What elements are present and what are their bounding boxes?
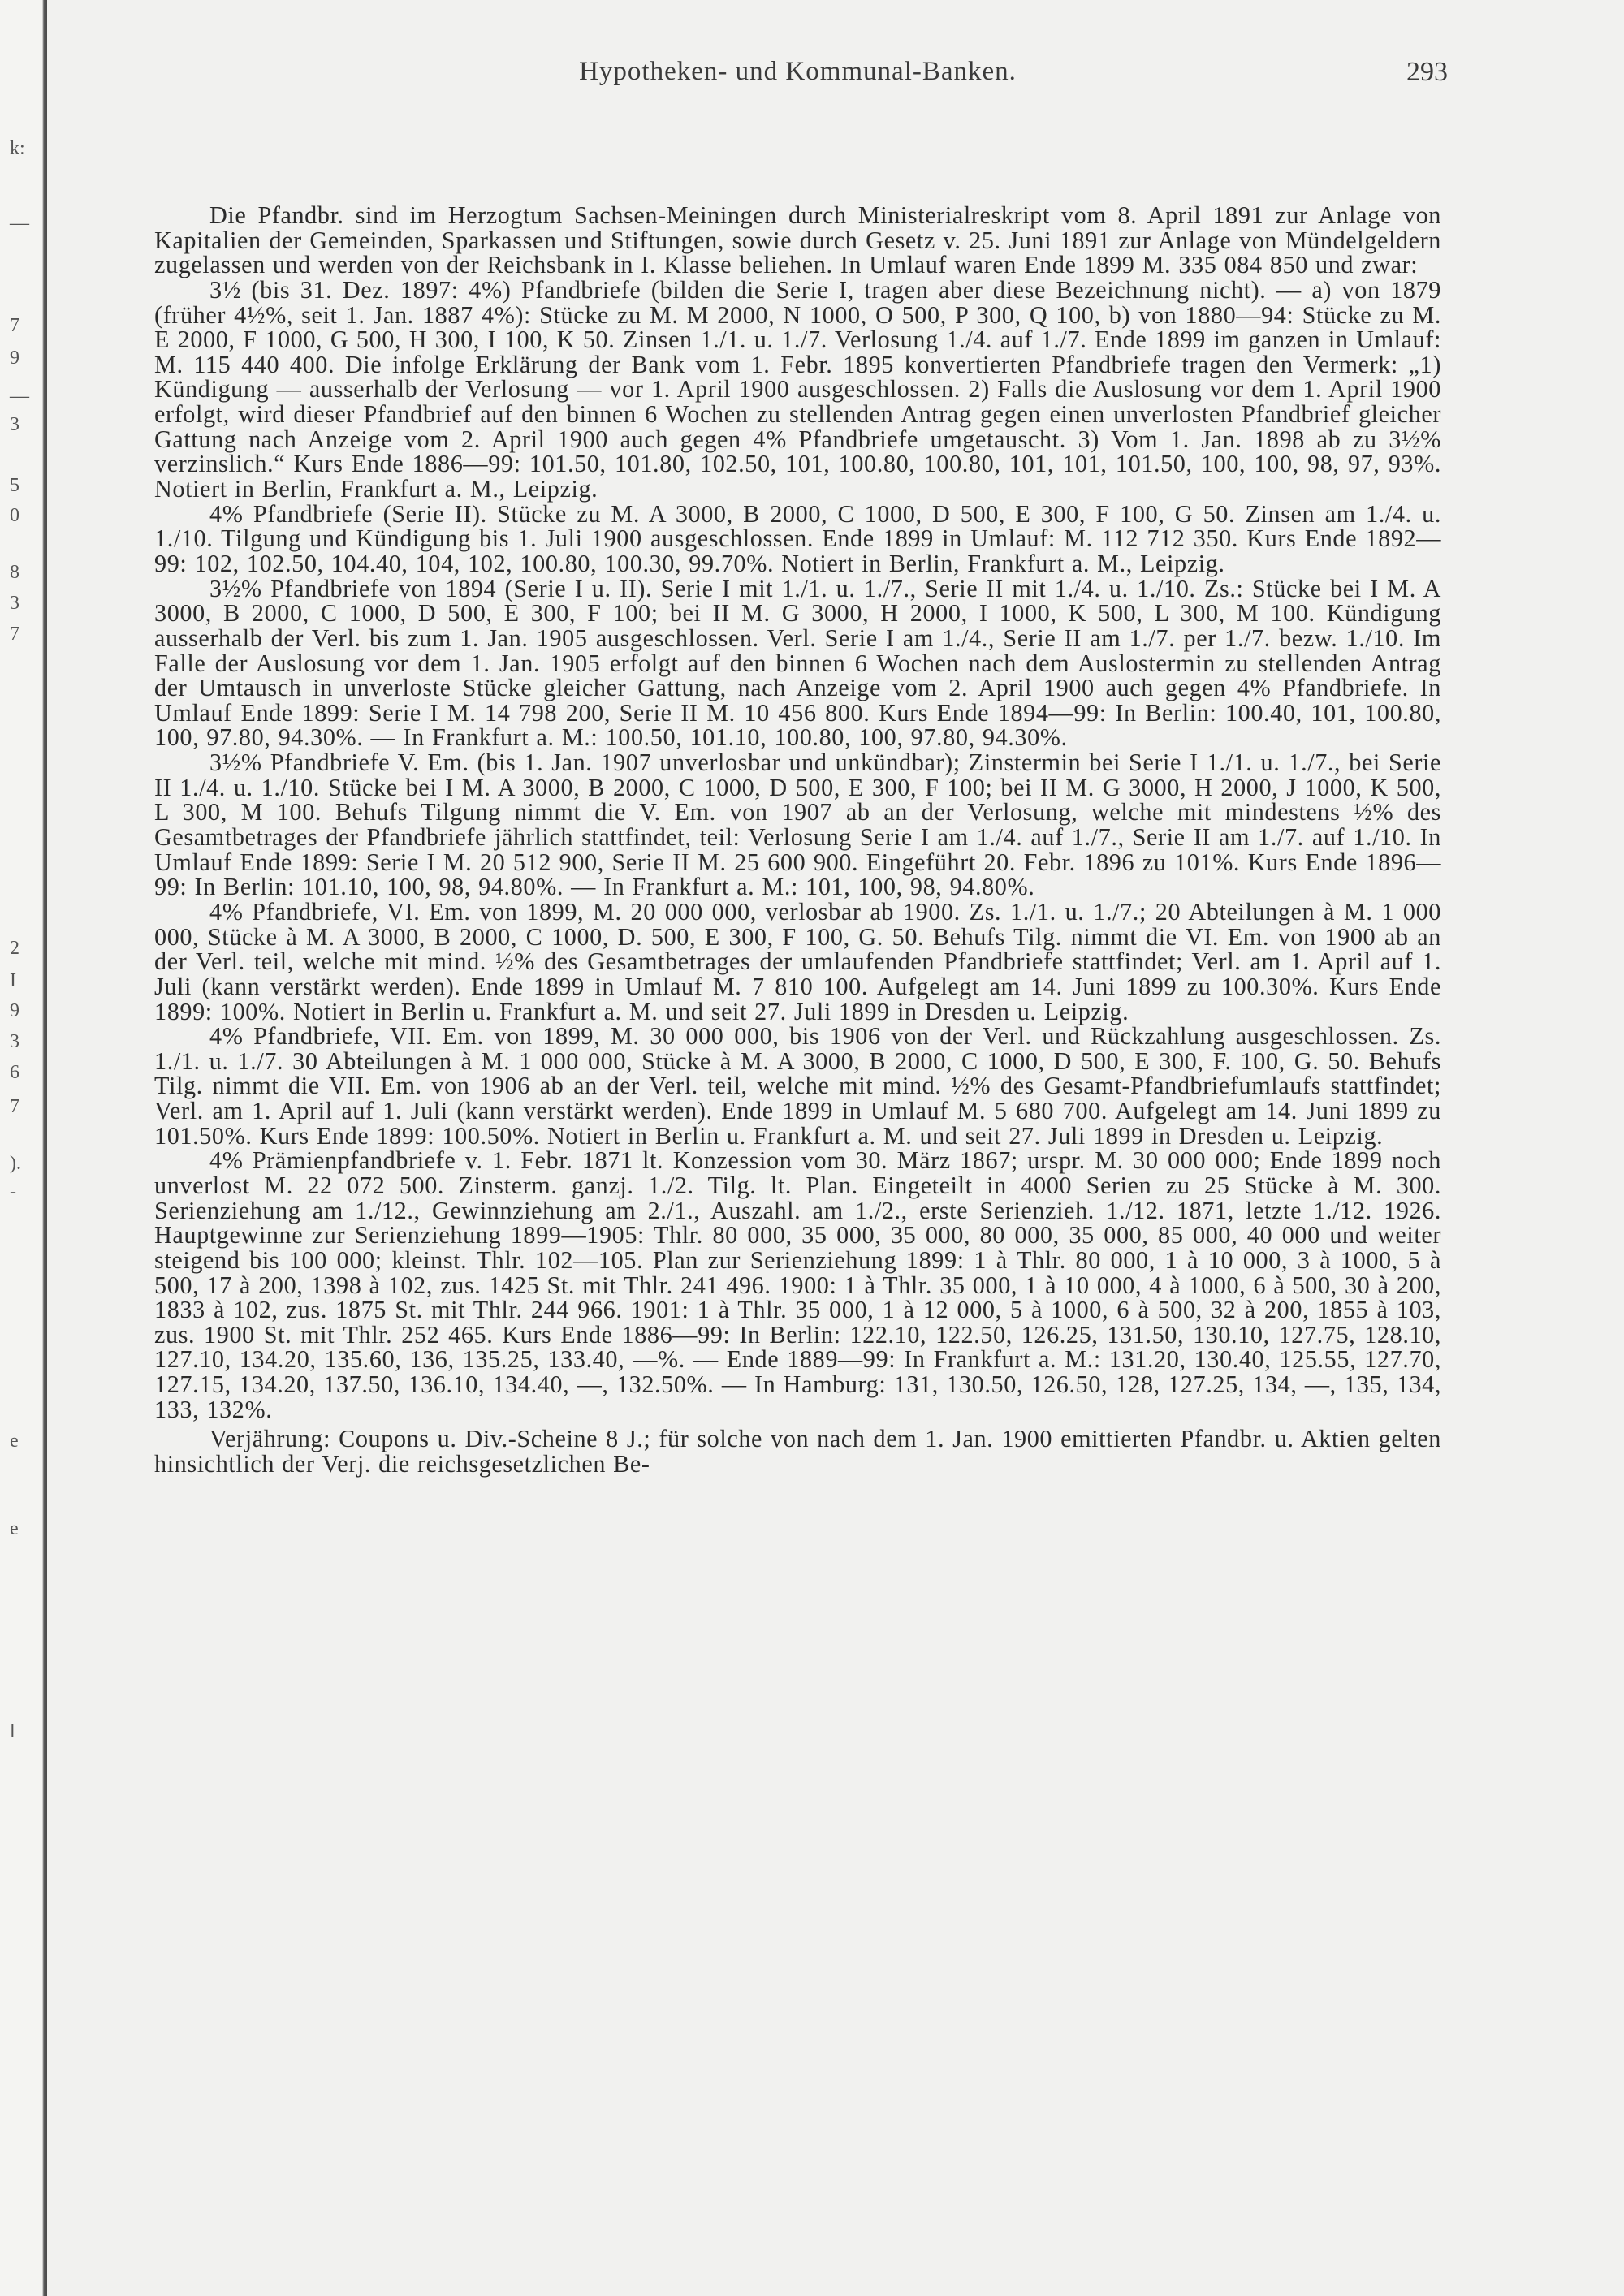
edge-mark: e [10, 1518, 19, 1539]
edge-mark: k: [10, 138, 25, 159]
edge-mark: 7 [10, 624, 19, 645]
edge-mark: 7 [10, 315, 19, 336]
paragraph: 4% Pfandbriefe, VI. Em. von 1899, M. 20 000 000, verlosbar ab 1900. Zs. 1./1. u. 1./7.; 20 Abteilungen à M. 1 000 000, Stücke à M. A 3000, B 2000, C 1000, D. 500, E 300, F 100, G. 50. Behufs Tilg. nimmt die VI. Em. von 1900 ab an der Verl. teil, welche mit mind. ½% des Gesamtbetrages der umlaufenden Pfandbriefe stattfindet; Verl. am 1. April auf 1. Juli (kann verstärkt werden). Ende 1899 in Umlauf M. 7 810 100. Aufgelegt am 14. Juni 1899 zu 100.30%. Kurs Ende 1899: 100%. Notiert in Berlin u. Frankfurt a. M. und seit 27. Juli 1899 in Dresden u. Leipzig. [154, 897, 1441, 1025]
previous-page-edge [0, 0, 47, 2296]
edge-mark: 3 [10, 414, 19, 435]
edge-mark: e [10, 1431, 19, 1452]
edge-mark: 9 [10, 1000, 19, 1021]
edge-mark: - [10, 1181, 16, 1202]
edge-mark: 7 [10, 1096, 19, 1117]
paragraph: 3½ (bis 31. Dez. 1897: 4%) Pfandbriefe (bilden die Serie I, tragen aber diese Bezeichnung nicht). — a) von 1879 (früher 4½%, seit 1. Jan. 1887 4%): Stücke zu M. M 2000, N 1000, O 500, P 300, Q 100, b) von 1880—94: Stücke zu M. E 2000, F 1000, G 500, H 300, I 100, K 50. Zinsen 1./1. u. 1./7. Verlosung 1./4. auf 1./7. Ende 1899 im ganzen in Umlauf: M. 115 440 400. Die infolge Erklärung der Bank vom 1. Febr. 1895 konvertierten Pfandbriefe tragen den Vermerk: „1) Kündigung — ausserhalb der Verlosung — vor 1. April 1900 ausgeschlossen. 2) Falls die Auslosung vor dem 1. April 1900 erfolgt, wird dieser Pfandbrief auf den binnen 6 Wochen zu stellenden Antrag gegen einen unverlosten Pfandbrief gleicher Gattung nach Anzeige vom 2. April 1900 auch gegen 4% Pfandbriefe umgetauscht. 3) Vom 1. Jan. 1898 ab zu 3½% verzinslich.“ Kurs Ende 1886—99: 101.50, 101.80, 102.50, 101, 100.80, 100.80, 101, 101, 101.50, 100, 100, 98, 97, 93%. Notiert in Berlin, Frankfurt a. M., Leipzig. [154, 275, 1441, 503]
paragraph: 4% Pfandbriefe, VII. Em. von 1899, M. 30 000 000, bis 1906 von der Verl. und Rückzahlung ausgeschlossen. Zs. 1./1. u. 1./7. 30 Abteilungen à M. 1 000 000, Stücke à M. A 3000, B 2000, C 1000, D 500, E 300, F. 100, G. 50. Behufs Tilg. nimmt die VII. Em. von 1906 ab an der Verl. teil, welche mit mind. ½% des Gesamt-Pfandbriefumlaufs stattfindet; Verl. am 1. April auf 1. Juli (kann verstärkt werden). Ende 1899 in Umlauf M. 5 680 700. Aufgelegt am 14. Juni 1899 zu 101.50%. Kurs Ende 1899: 100.50%. Notiert in Berlin u. Frankfurt a. M. und seit 27. Juli 1899 in Dresden u. Leipzig. [154, 1022, 1441, 1150]
paragraph: 3½% Pfandbriefe V. Em. (bis 1. Jan. 1907 unverlosbar und unkündbar); Zinstermin bei Serie I 1./1. u. 1./7., bei Serie II 1./4. u. 1./10. Stücke bei I M. A 3000, B 2000, C 1000, D 500, E 300, F 100; bei II M. G 3000, H 2000, J 1000, K 500, L 300, M 100. Behufs Tilgung nimmt die V. Em. von 1907 ab an der Verlosung, welche mit mindestens ½% des Gesamtbetrages der Pfandbriefe jährlich stattfindet, teil: Verlosung Serie I am 1./4. auf 1./7., Serie II am 1./7. auf 1./10. In Umlauf Ende 1899: Serie I M. 20 512 900, Serie II M. 25 600 900. Eingeführt 20. Febr. 1896 zu 101%. Kurs Ende 1896—99: In Berlin: 101.10, 100, 98, 94.80%. — In Frankfurt a. M.: 101, 100, 98, 94.80%. [154, 749, 1441, 901]
edge-mark: 8 [10, 562, 19, 583]
edge-mark: 0 [10, 505, 19, 526]
running-title: Hypotheken- und Kommunal-Banken. [579, 57, 1017, 86]
edge-mark: — [10, 213, 29, 234]
page-body [154, 203, 1441, 1477]
edge-mark: 9 [10, 347, 19, 369]
page-header [154, 57, 1448, 112]
final-paragraph: Verjährung: Coupons u. Div.-Scheine 8 J.; für solche von nach dem 1. Jan. 1900 emittierten Pfandbr. u. Aktien gelten hinsichtlich der Verj. die reichsgesetzlichen Be- [154, 1425, 1441, 1478]
edge-mark: 3 [10, 1031, 19, 1052]
paragraph: 4% Pfandbriefe (Serie II). Stücke zu M. A 3000, B 2000, C 1000, D 500, E 300, F 100, G 50. Zinsen am 1./4. u. 1./10. Tilgung und Kündigung bis 1. Juli 1900 ausgeschlossen. Ende 1899 in Umlauf: M. 112 712 350. Kurs Ende 1892—99: 102, 102.50, 104.40, 104, 102, 100.80, 100.30, 99.70%. Notiert in Berlin, Frankfurt a. M., Leipzig. [154, 499, 1441, 577]
edge-mark: 3 [10, 593, 19, 614]
edge-mark: 5 [10, 475, 19, 496]
paragraph: 4% Prämienpfandbriefe v. 1. Febr. 1871 lt. Konzession vom 30. März 1867; urspr. M. 30 000 000; Ende 1899 noch unverlost M. 22 072 500. Zinsterm. ganzj. 1./2. Tilg. lt. Plan. Eingeteilt in 4000 Serien zu 25 Stücke à M. 300. Serienziehung am 1./12., Gewinnziehung am 2./1., Auszahl. am 1./2., erste Serienzieh. 1./12. 1871, letzte 1./12. 1926. Hauptgewinne zur Serienziehung 1899—1905: Thlr. 80 000, 35 000, 35 000, 80 000, 35 000, 85 000, 40 000 und weiter steigend bis 100 000; kleinst. Thlr. 102—105. Plan zur Serienziehung 1899: 1 à Thlr. 80 000, 1 à 10 000, 3 à 1000, 5 à 500, 17 à 200, 1398 à 102, zus. 1425 St. mit Thlr. 241 496. 1900: 1 à Thlr. 35 000, 1 à 10 000, 4 à 1000, 6 à 500, 30 à 200, 1833 à 102, zus. 1875 St. mit Thlr. 244 966. 1901: 1 à Thlr. 35 000, 1 à 12 000, 5 à 1000, 6 à 500, 32 à 200, 1855 à 103, zus. 1900 St. mit Thlr. 252 465. Kurs Ende 1886—99: In Berlin: 122.10, 122.50, 126.25, 131.50, 130.10, 127.75, 128.10, 127.10, 134.20, 135.60, 136, 135.25, 133.40, —%. — Ende 1889—99: In Frankfurt a. M.: 131.20, 130.40, 125.55, 127.70, 127.15, 134.20, 137.50, 136.10, 134.40, —, 132.50%. — In Hamburg: 131, 130.50, 126.50, 128, 127.25, 134, —, 135, 134, 133, 132%. [154, 1146, 1441, 1423]
edge-mark: I [10, 970, 16, 991]
paragraph: 3½% Pfandbriefe von 1894 (Serie I u. II). Serie I mit 1./1. u. 1./7., Serie II mit 1./4. u. 1./10. Zs.: Stücke bei I M. A 3000, B 2000, C 1000, D 500, E 300, F 100; bei II M. G 3000, H 2000, I 1000, K 500, L 300, M 100. Kündigung ausserhalb der Verl. bis zum 1. Jan. 1905 ausgeschlossen. Verl. Serie I am 1./4., Serie II am 1./7. per 1./7. bezw. 1./10. Im Falle der Auslosung vor dem 1. Jan. 1905 erfolgt auf den binnen 6 Wochen nach dem Auslostermin zu stellenden Antrag der Umtausch in unverloste Stücke gleicher Gattung, nach Anzeige vom 2. April 1900 auch gegen 4% Pfandbriefe. In Umlauf Ende 1899: Serie I M. 14 798 200, Serie II M. 10 456 800. Kurs Ende 1894—99: In Berlin: 100.40, 101, 100.80, 100, 97.80, 94.30%. — In Frankfurt a. M.: 100.50, 101.10, 100.80, 100, 97.80, 94.30%. [154, 574, 1441, 752]
edge-mark: ). [10, 1153, 21, 1174]
edge-mark: 2 [10, 938, 19, 959]
edge-mark: — [10, 386, 29, 407]
paragraph: Die Pfandbr. sind im Herzogtum Sachsen-Meiningen durch Ministerialreskript vom 8. April 1891 zur Anlage von Kapitalien der Gemeinden, Sparkassen und Stiftungen, sowie durch Gesetz v. 25. Juni 1891 zur Anlage von Mündelgeldern zugelassen und werden von der Reichsbank in I. Klasse beliehen. In Umlauf waren Ende 1899 M. 335 084 850 und zwar: [154, 201, 1441, 279]
page-number: 293 [1406, 57, 1448, 87]
edge-mark: l [10, 1721, 15, 1742]
book-page [154, 57, 1448, 1478]
edge-mark: 6 [10, 1062, 19, 1083]
